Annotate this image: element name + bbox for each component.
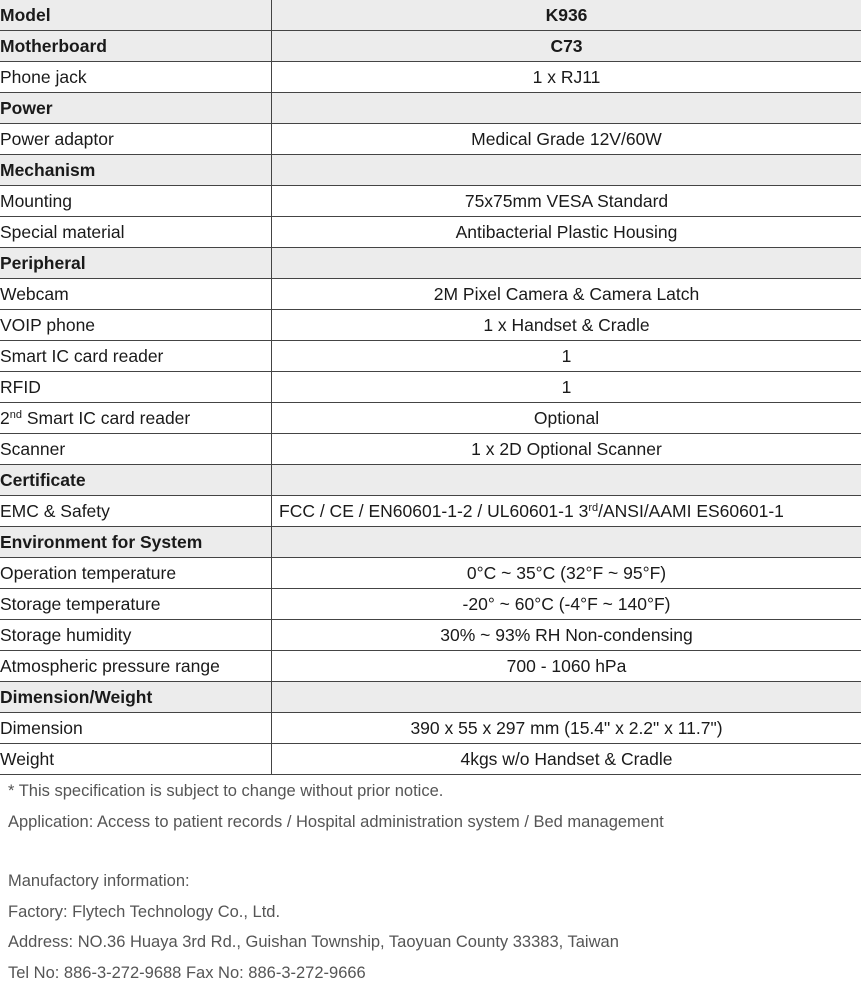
- factory-info: Factory: Flytech Technology Co., Ltd.: [8, 902, 281, 921]
- section-header-environment: [0, 527, 861, 558]
- section-header-certificate: [0, 465, 861, 496]
- row-value: K936: [272, 0, 861, 31]
- table-row: [0, 620, 861, 651]
- row-label: Phone jack: [0, 62, 272, 93]
- table-row: [0, 744, 861, 775]
- section-title: Dimension/Weight: [0, 682, 272, 713]
- table-row: [0, 589, 861, 620]
- row-label: Operation temperature: [0, 558, 272, 589]
- row-label: Model: [0, 0, 272, 31]
- row-label: Special material: [0, 217, 272, 248]
- table-row: [0, 124, 861, 155]
- table-row-motherboard: [0, 31, 861, 62]
- table-row: [0, 372, 861, 403]
- table-row: [0, 62, 861, 93]
- row-value: 1 x RJ11: [272, 62, 861, 93]
- table-row: [0, 186, 861, 217]
- footnotes: [8, 776, 853, 988]
- row-label: Weight: [0, 744, 272, 775]
- row-label: Storage humidity: [0, 620, 272, 651]
- section-title: Environment for System: [0, 527, 272, 558]
- row-value: 700 - 1060 hPa: [272, 651, 861, 682]
- section-title: Certificate: [0, 465, 272, 496]
- row-value: 1 x Handset & Cradle: [272, 310, 861, 341]
- disclaimer-note: * This specification is subject to change without prior notice.: [8, 782, 444, 800]
- row-value: 75x75mm VESA Standard: [272, 186, 861, 217]
- table-row: [0, 713, 861, 744]
- table-row: [0, 651, 861, 682]
- row-value: 390 x 55 x 297 mm (15.4" x 2.2" x 11.7"): [272, 713, 861, 744]
- row-value: 1: [272, 341, 861, 372]
- section-header-power: [0, 93, 861, 124]
- ordinal-number: 2: [0, 407, 10, 428]
- row-label: Storage temperature: [0, 589, 272, 620]
- row-label-text: Smart IC card reader: [21, 407, 191, 428]
- row-label: EMC & Safety: [0, 496, 272, 527]
- section-header-mechanism: [0, 155, 861, 186]
- table-row: [0, 434, 861, 465]
- row-label: Dimension: [0, 713, 272, 744]
- row-label: VOIP phone: [0, 310, 272, 341]
- row-value: Antibacterial Plastic Housing: [272, 217, 861, 248]
- row-label: Motherboard: [0, 31, 272, 62]
- row-value: Optional: [272, 403, 861, 434]
- section-title: Power: [0, 93, 272, 124]
- address-info: Address: NO.36 Huaya 3rd Rd., Guishan Township, Taoyuan County 33383, Taiwan: [8, 933, 619, 951]
- row-value: 4kgs w/o Handset & Cradle: [272, 744, 861, 775]
- row-label: Atmospheric pressure range: [0, 651, 272, 682]
- ordinal-suffix: nd: [9, 408, 22, 421]
- table-row: [0, 217, 861, 248]
- row-label: Mounting: [0, 186, 272, 217]
- row-value: 0°C ~ 35°C (32°F ~ 95°F): [272, 558, 861, 589]
- row-value: 30% ~ 93% RH Non-condensing: [272, 620, 861, 651]
- row-value: -20° ~ 60°C (-4°F ~ 140°F): [272, 589, 861, 620]
- emc-text-part-b: /ANSI/AAMI ES60601-1: [598, 500, 784, 521]
- emc-text-part-a: FCC / CE / EN60601-1-2 / UL60601-1 3: [279, 500, 589, 521]
- table-row: [0, 403, 861, 434]
- table-row-model: [0, 0, 861, 31]
- row-label: RFID: [0, 372, 272, 403]
- section-title: Peripheral: [0, 248, 272, 279]
- row-value: C73: [272, 31, 861, 62]
- row-value: 1: [272, 372, 861, 403]
- row-value: Medical Grade 12V/60W: [272, 124, 861, 155]
- row-value: 2M Pixel Camera & Camera Latch: [272, 279, 861, 310]
- row-label: Webcam: [0, 279, 272, 310]
- section-title: Mechanism: [0, 155, 272, 186]
- row-value: 1 x 2D Optional Scanner: [272, 434, 861, 465]
- row-label-second-reader: [0, 403, 272, 434]
- row-label: Power adaptor: [0, 124, 272, 155]
- contact-info: Tel No: 886-3-272-9688 Fax No: 886-3-272-9666: [8, 963, 366, 982]
- section-header-peripheral: [0, 248, 861, 279]
- ordinal-suffix: rd: [588, 501, 599, 514]
- section-header-dimension-weight: [0, 682, 861, 713]
- table-row: [0, 310, 861, 341]
- table-row: [0, 558, 861, 589]
- table-row: [0, 496, 861, 527]
- table-row: [0, 341, 861, 372]
- row-value-emc: [272, 496, 861, 527]
- table-row: [0, 279, 861, 310]
- row-label: Smart IC card reader: [0, 341, 272, 372]
- application-note: Application: Access to patient records / Hospital administration system / Bed management: [8, 812, 664, 831]
- manufactory-heading: Manufactory information:: [8, 872, 190, 890]
- row-label: Scanner: [0, 434, 272, 465]
